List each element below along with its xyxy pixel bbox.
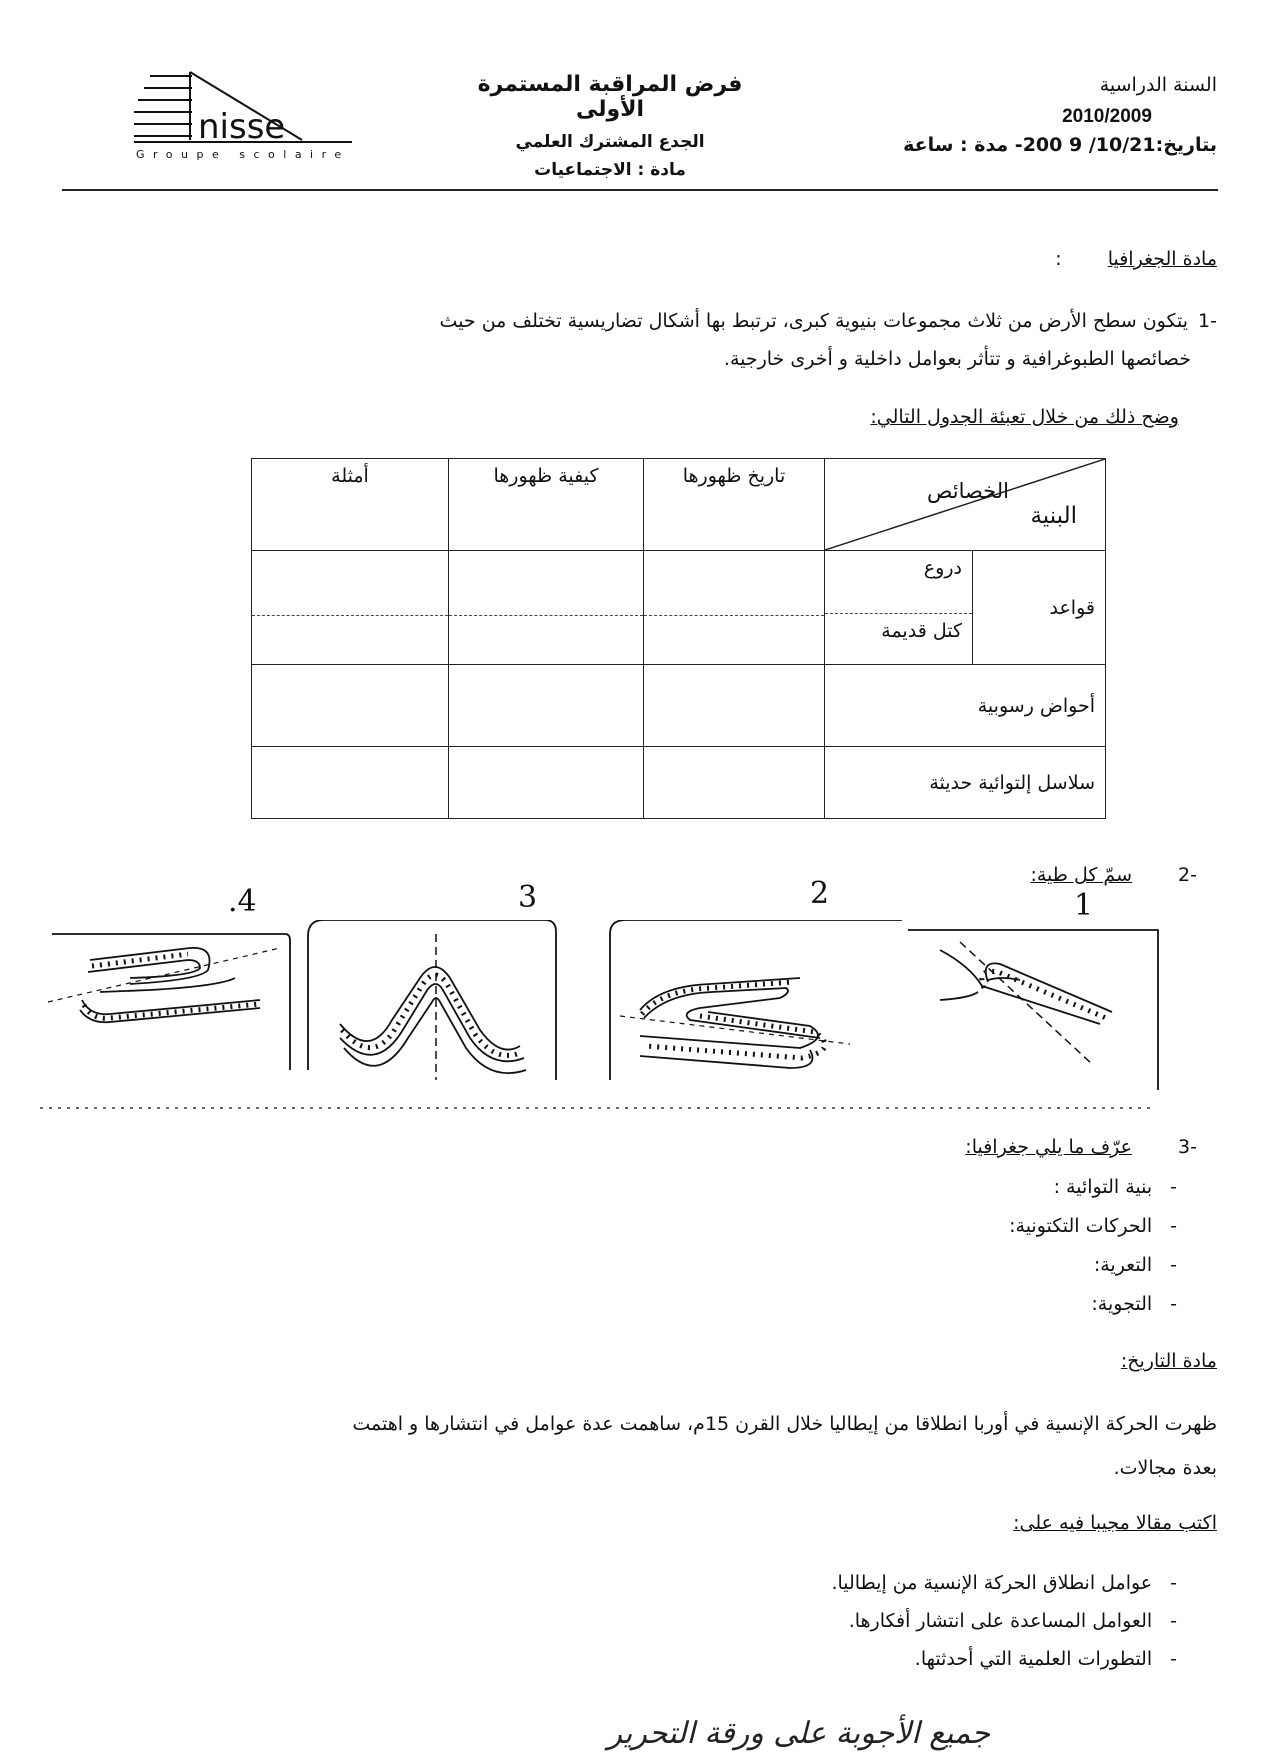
bullet: -: [1170, 1610, 1177, 1632]
list-item: -بنية التوائية :: [1053, 1176, 1177, 1198]
chains-label: سلاسل إلتوائية حديثة: [825, 747, 1106, 819]
question-3-text: عرّف ما يلي جغرافيا:: [965, 1136, 1132, 1158]
history-line-2: بعدة مجالات.: [1113, 1457, 1217, 1479]
bullet: -: [1170, 1254, 1177, 1276]
question-2: [1030, 856, 1197, 894]
bases-label: قواعد: [973, 551, 1106, 664]
bullet: -: [1170, 1572, 1177, 1594]
question-1-instruction: وضح ذلك من خلال تعبئة الجدول التالي:: [870, 406, 1179, 428]
geography-title: مادة الجغرافيا: [1107, 248, 1217, 270]
bullet: -: [1170, 1293, 1177, 1315]
list-item: -التطورات العلمية التي أحدثتها.: [914, 1648, 1177, 1670]
answer-cell[interactable]: [252, 551, 449, 665]
school-year-label: السنة الدراسية: [1099, 74, 1217, 96]
fold-label-3: 3: [518, 880, 538, 915]
answer-cell[interactable]: [644, 747, 825, 819]
question-3-list: [1009, 1168, 1177, 1324]
history-line-1: ظهرت الحركة الإنسية في أوربا انطلاقا من إيطاليا خلال القرن 15م، ساهمت عدة عوامل في انتشارها و اهتمت: [352, 1413, 1217, 1435]
bullet: -: [1170, 1215, 1177, 1237]
answer-cell[interactable]: [252, 665, 449, 747]
folds-figure: [40, 920, 1160, 1110]
list-item: -عوامل انطلاق الحركة الإنسية من إيطاليا.: [831, 1572, 1177, 1594]
fold-3-anticline: [340, 934, 526, 1080]
fold-label-4: .4: [228, 884, 257, 919]
history-heading: مادة التاريخ:: [1120, 1350, 1217, 1372]
question-3: [965, 1128, 1197, 1166]
heading-colon: :: [1055, 248, 1062, 270]
school-logo: [132, 68, 372, 164]
basins-label: أحواض رسوبية: [825, 665, 1106, 747]
date-duration: بتاريخ:10/21/ 9 200- مدة : ساعة: [903, 134, 1217, 156]
logo-name: nisse: [198, 107, 286, 147]
answer-cell[interactable]: [644, 665, 825, 747]
answer-cell[interactable]: [252, 747, 449, 819]
fold-2-frame: [610, 920, 902, 1080]
fold-4-recumbent: [48, 948, 280, 1022]
list-item: -التعرية:: [1093, 1254, 1177, 1276]
shields-label: دروع: [825, 551, 973, 614]
bullet: -: [1170, 1648, 1177, 1670]
answer-cell[interactable]: [449, 551, 644, 665]
fold-label-2: 2: [810, 876, 830, 911]
class-level: الجدع المشترك العلمي: [515, 132, 705, 152]
header-divider: [62, 189, 1218, 191]
header-examples: أمثلة: [252, 459, 449, 551]
history-paragraph: [137, 1402, 1217, 1490]
footer-note: جميع الأجوبة على ورقة التحرير: [607, 1716, 990, 1751]
structures-table: [251, 458, 1106, 816]
question-1-line-2: خصائصها الطبوغرافية و تتأثر بعوامل داخلية و أخرى خارجية.: [723, 348, 1191, 370]
header-properties: الخصائص: [927, 479, 1009, 503]
list-item: -التجوية:: [1091, 1293, 1177, 1315]
answer-cell[interactable]: [449, 747, 644, 819]
fold-2-overturned: [620, 978, 850, 1068]
header-history: تاريخ ظهورها: [644, 459, 825, 551]
fold-3-frame: [308, 920, 556, 1080]
school-year: 2010/2009: [1062, 106, 1152, 127]
answer-cell[interactable]: [449, 665, 644, 747]
question-2-number: -2: [1178, 864, 1197, 886]
history-instruction: اكتب مقالا مجيبا فيه على:: [1013, 1512, 1217, 1534]
history-list: [831, 1564, 1177, 1678]
exam-title: فرض المراقبة المستمرة الأولى: [477, 72, 743, 122]
question-3-number: -3: [1178, 1136, 1197, 1158]
fold-1-inclined: [940, 942, 1112, 1064]
bullet: -: [1170, 1176, 1177, 1198]
geography-heading: [1055, 240, 1217, 278]
question-2-text: سمّ كل طية:: [1030, 864, 1132, 886]
list-item: -الحركات التكتونية:: [1009, 1215, 1177, 1237]
list-item: -العوامل المساعدة على انتشار أفكارها.: [848, 1610, 1177, 1632]
subject-line: مادة : الاجتماعيات: [534, 160, 686, 180]
old-blocks-label: كتل قديمة: [881, 620, 962, 642]
exam-meta: [887, 74, 1217, 156]
question-1-number: -1: [1198, 310, 1217, 332]
header-structure: البنية: [1030, 503, 1077, 529]
question-1-line-1: يتكون سطح الأرض من ثلاث مجموعات بنيوية كبرى، ترتبط بها أشكال تضاريسية تختلف من حيث: [439, 310, 1188, 332]
fold-label-1: 1: [1074, 888, 1094, 923]
question-1: [187, 302, 1217, 378]
header-how: كيفية ظهورها: [449, 459, 644, 551]
corner-header-cell: [825, 459, 1106, 551]
exam-header: [440, 72, 780, 180]
logo-subtitle: Groupe scolaire: [136, 148, 350, 161]
bases-cell: [825, 551, 1106, 665]
answer-cell[interactable]: [644, 551, 825, 665]
